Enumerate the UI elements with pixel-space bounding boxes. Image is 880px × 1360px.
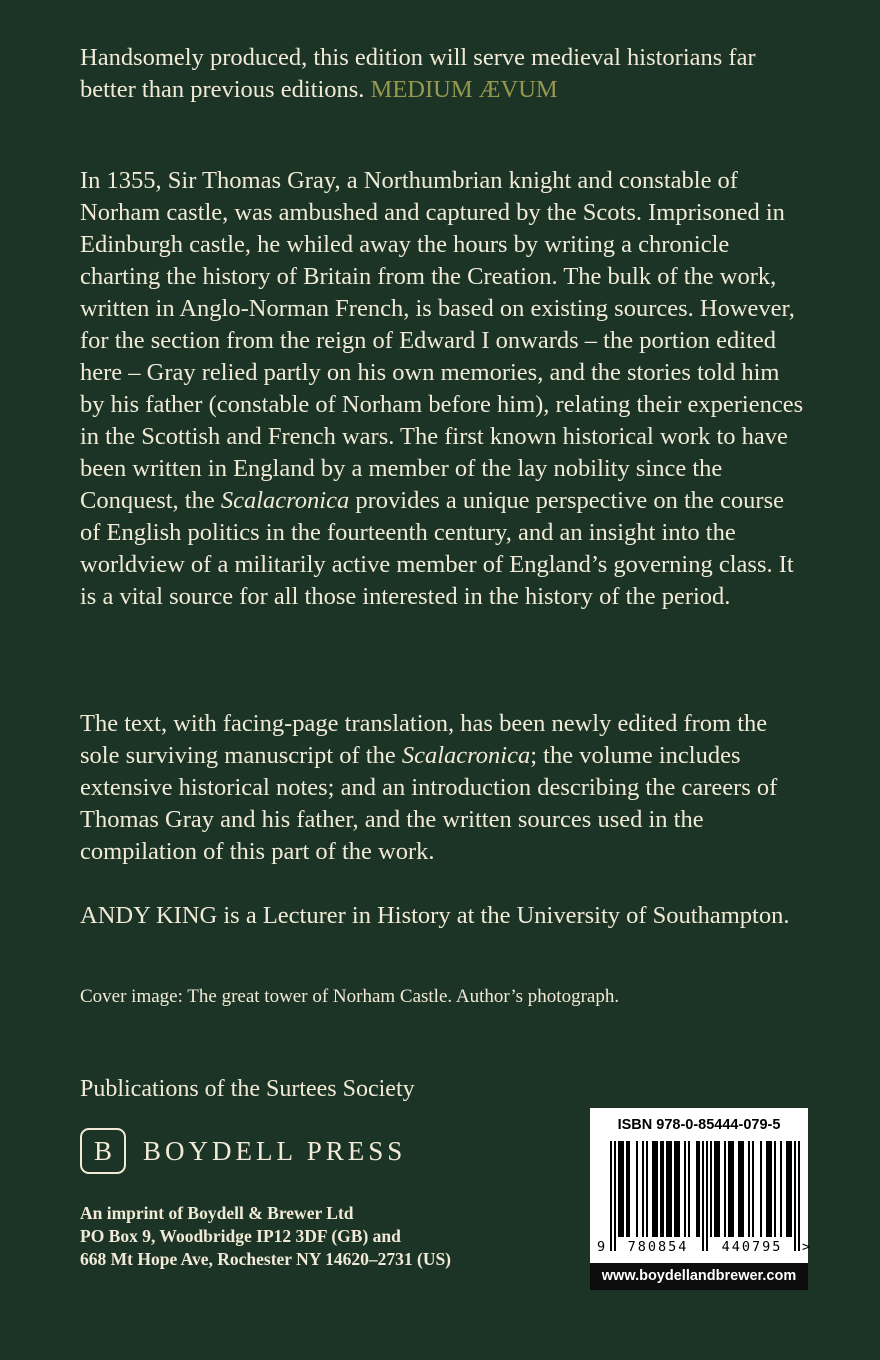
review-text: Handsomely produced, this edition will serve medieval historians far better than previous editions.	[80, 44, 756, 103]
synopsis-paragraph	[80, 165, 804, 613]
book-title-italic: Scalacronica	[401, 742, 531, 769]
edition-part2: ; the volume includes extensive historical notes; and an introduction describing the careers of Thomas Gray and his father, and the written sources used in the compilation of this part of the work.	[80, 742, 778, 865]
author-bio-text: is a Lecturer in History at the University of Southampton.	[217, 902, 790, 929]
barcode-quiet-zone-char: >	[802, 1239, 811, 1255]
imprint-line-1: An imprint of Boydell & Brewer Ltd	[80, 1203, 354, 1223]
barcode-block	[590, 1108, 811, 1290]
isbn-label: ISBN 978-0-85444-079-5	[617, 1117, 781, 1133]
barcode-digits	[597, 1237, 811, 1255]
book-title-italic: Scalacronica	[220, 487, 350, 514]
series-title: Publications of the Surtees Society	[80, 1076, 415, 1102]
barcode-bars	[610, 1141, 800, 1251]
synopsis-part1: In 1355, Sir Thomas Gray, a Northumbrian knight and constable of Norham castle, was ambushed and captured by the Scots. Imprisoned in Edinburgh castle, he whiled away the hours by writing a chronicle charting the history of Britain from the Creation. The bulk of the work, written in Anglo-Norman French, is based on existing sources. However, for the section from the reign of Edward I onwards – the portion edited here – Gray relied partly on his own memories, and the stories told him by his father (constable of Norham before him), relating their experiences in the Scottish and French wars. The first known historical work to have been written in England by a member of the lay nobility since the Conquest, the	[80, 167, 804, 514]
author-name: ANDY KING	[80, 902, 218, 929]
publisher-name: BOYDELL PRESS	[143, 1135, 407, 1166]
boydell-logo-icon	[80, 1128, 126, 1174]
review-source: MEDIUM ÆVUM	[370, 76, 558, 103]
edition-part1: The text, with facing-page translation, has been newly edited from the sole surviving manuscript of the	[80, 710, 768, 769]
barcode-digit-right: 440795	[721, 1239, 783, 1255]
author-bio	[80, 900, 804, 932]
logo-letter: B	[93, 1135, 112, 1166]
imprint-line-3: 668 Mt Hope Ave, Rochester NY 14620–2731 (US)	[80, 1249, 452, 1269]
barcode-digit-first: 9	[597, 1239, 606, 1255]
barcode-panel	[590, 1108, 811, 1263]
cover-image-credit: Cover image: The great tower of Norham Castle. Author’s photograph.	[80, 986, 620, 1007]
barcode-digit-left: 780854	[627, 1239, 689, 1255]
publisher-url: www.boydellandbrewer.com	[590, 1263, 808, 1290]
edition-note-paragraph	[80, 708, 804, 868]
imprint-line-2: PO Box 9, Woodbridge IP12 3DF (GB) and	[80, 1226, 401, 1246]
synopsis-part2: provides a unique perspective on the course of English politics in the fourteenth century, and an insight into the worldview of a militarily active member of England’s governing class. It is a vital source for all those interested in the history of the period.	[80, 487, 794, 610]
review-quote	[80, 42, 804, 106]
